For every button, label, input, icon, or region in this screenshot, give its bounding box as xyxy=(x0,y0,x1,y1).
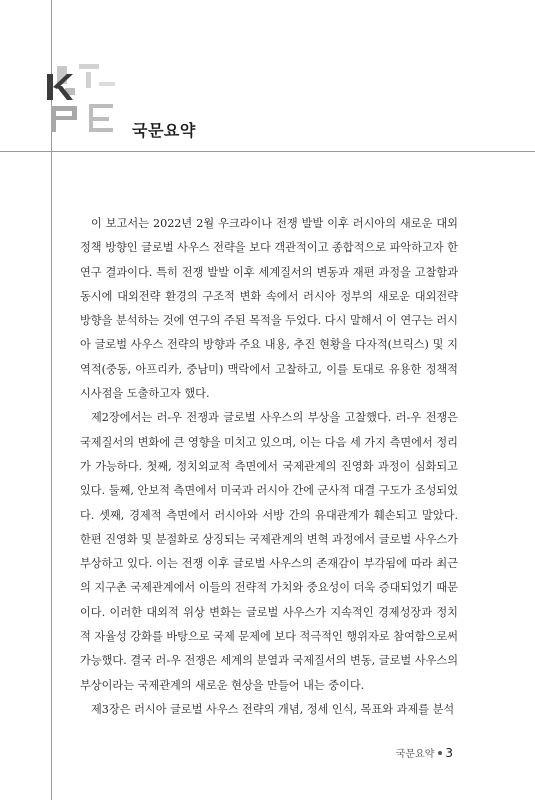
page-footer xyxy=(396,745,453,760)
paragraph-2: 제2장에서는 러-우 전쟁과 글로벌 사우스의 부상을 고찰했다. 러-우 전쟁은 국제질서의 변화에 큰 영향을 미치고 있으며, 이는 다음 세 가지 측면에서 정리가 가능하다. 첫째, 정치외교적 측면에서 국제관계의 진영화 과정이 심화되고 있다. 둘째, 안보적 측면에서 미국과 러시아 간에 군사적 대결 구도가 조성되었다. 셋째, 경제적 측면에서 러시아와 서방 간의 유대관계가 훼손되고 말았다. 한편 진영화 및 분절화로 상징되는 국제관계의 변혁 과정에서 글로벌 사우스가 부상하고 있다. 이는 전쟁 이후 글로벌 사우스의 존재감이 부각됨에 따라 최근의 지구촌 국제관계에서 이들의 전략적 가치와 중요성이 더욱 증대되었기 때문이다. 이러한 대외적 위상 변화는 글로벌 사우스가 지속적인 경제성장과 정치적 자율성 강화를 바탕으로 국제 문제에 보다 적극적인 행위자로 참여함으로써 가능했다. 결국 러-우 전쟁은 세계의 분열과 국제질서의 변동, 글로벌 사우스의 부상이라는 국제관계의 새로운 현상을 만들어 내는 중이다. xyxy=(80,411,458,692)
page-title: 국문요약 xyxy=(132,121,196,140)
paragraph-3: 제3장은 러시아 글로벌 사우스 전략의 개념, 정세 인식, 목표와 과제를 분석 xyxy=(91,702,455,716)
summary-body xyxy=(80,212,458,722)
footer-section-label: 국문요약 xyxy=(395,749,435,760)
paragraph-1: 이 보고서는 2022년 2월 우크라이나 전쟁 발발 이후 러시아의 새로운 대외정책 방향인 글로벌 사우스 전략을 보다 객관적이고 종합적으로 파악하고자 한 연구 결과이다. 특히 전쟁 발발 이후 세계질서의 변동과 재편 과정을 고찰함과 동시에 대외전략 환경의 구조적 변화 속에서 러시아 정부의 새로운 대외전략 방향을 분석하는 것에 연구의 주된 목적을 두었다. 다시 말해서 이 연구는 러시아 글로벌 사우스 전략의 방향과 주요 내용, 추진 현황을 다자적(브릭스) 및 지역적(중동, 아프리카, 중남미) 맥락에서 고찰하고, 이를 토대로 유용한 정책적 시사점을 도출하고자 했다. xyxy=(80,217,458,401)
kp-logo-icon xyxy=(43,60,121,138)
horizontal-rule xyxy=(0,151,535,152)
page-number: 3 xyxy=(445,746,453,760)
bullet-dot-icon xyxy=(438,751,442,755)
